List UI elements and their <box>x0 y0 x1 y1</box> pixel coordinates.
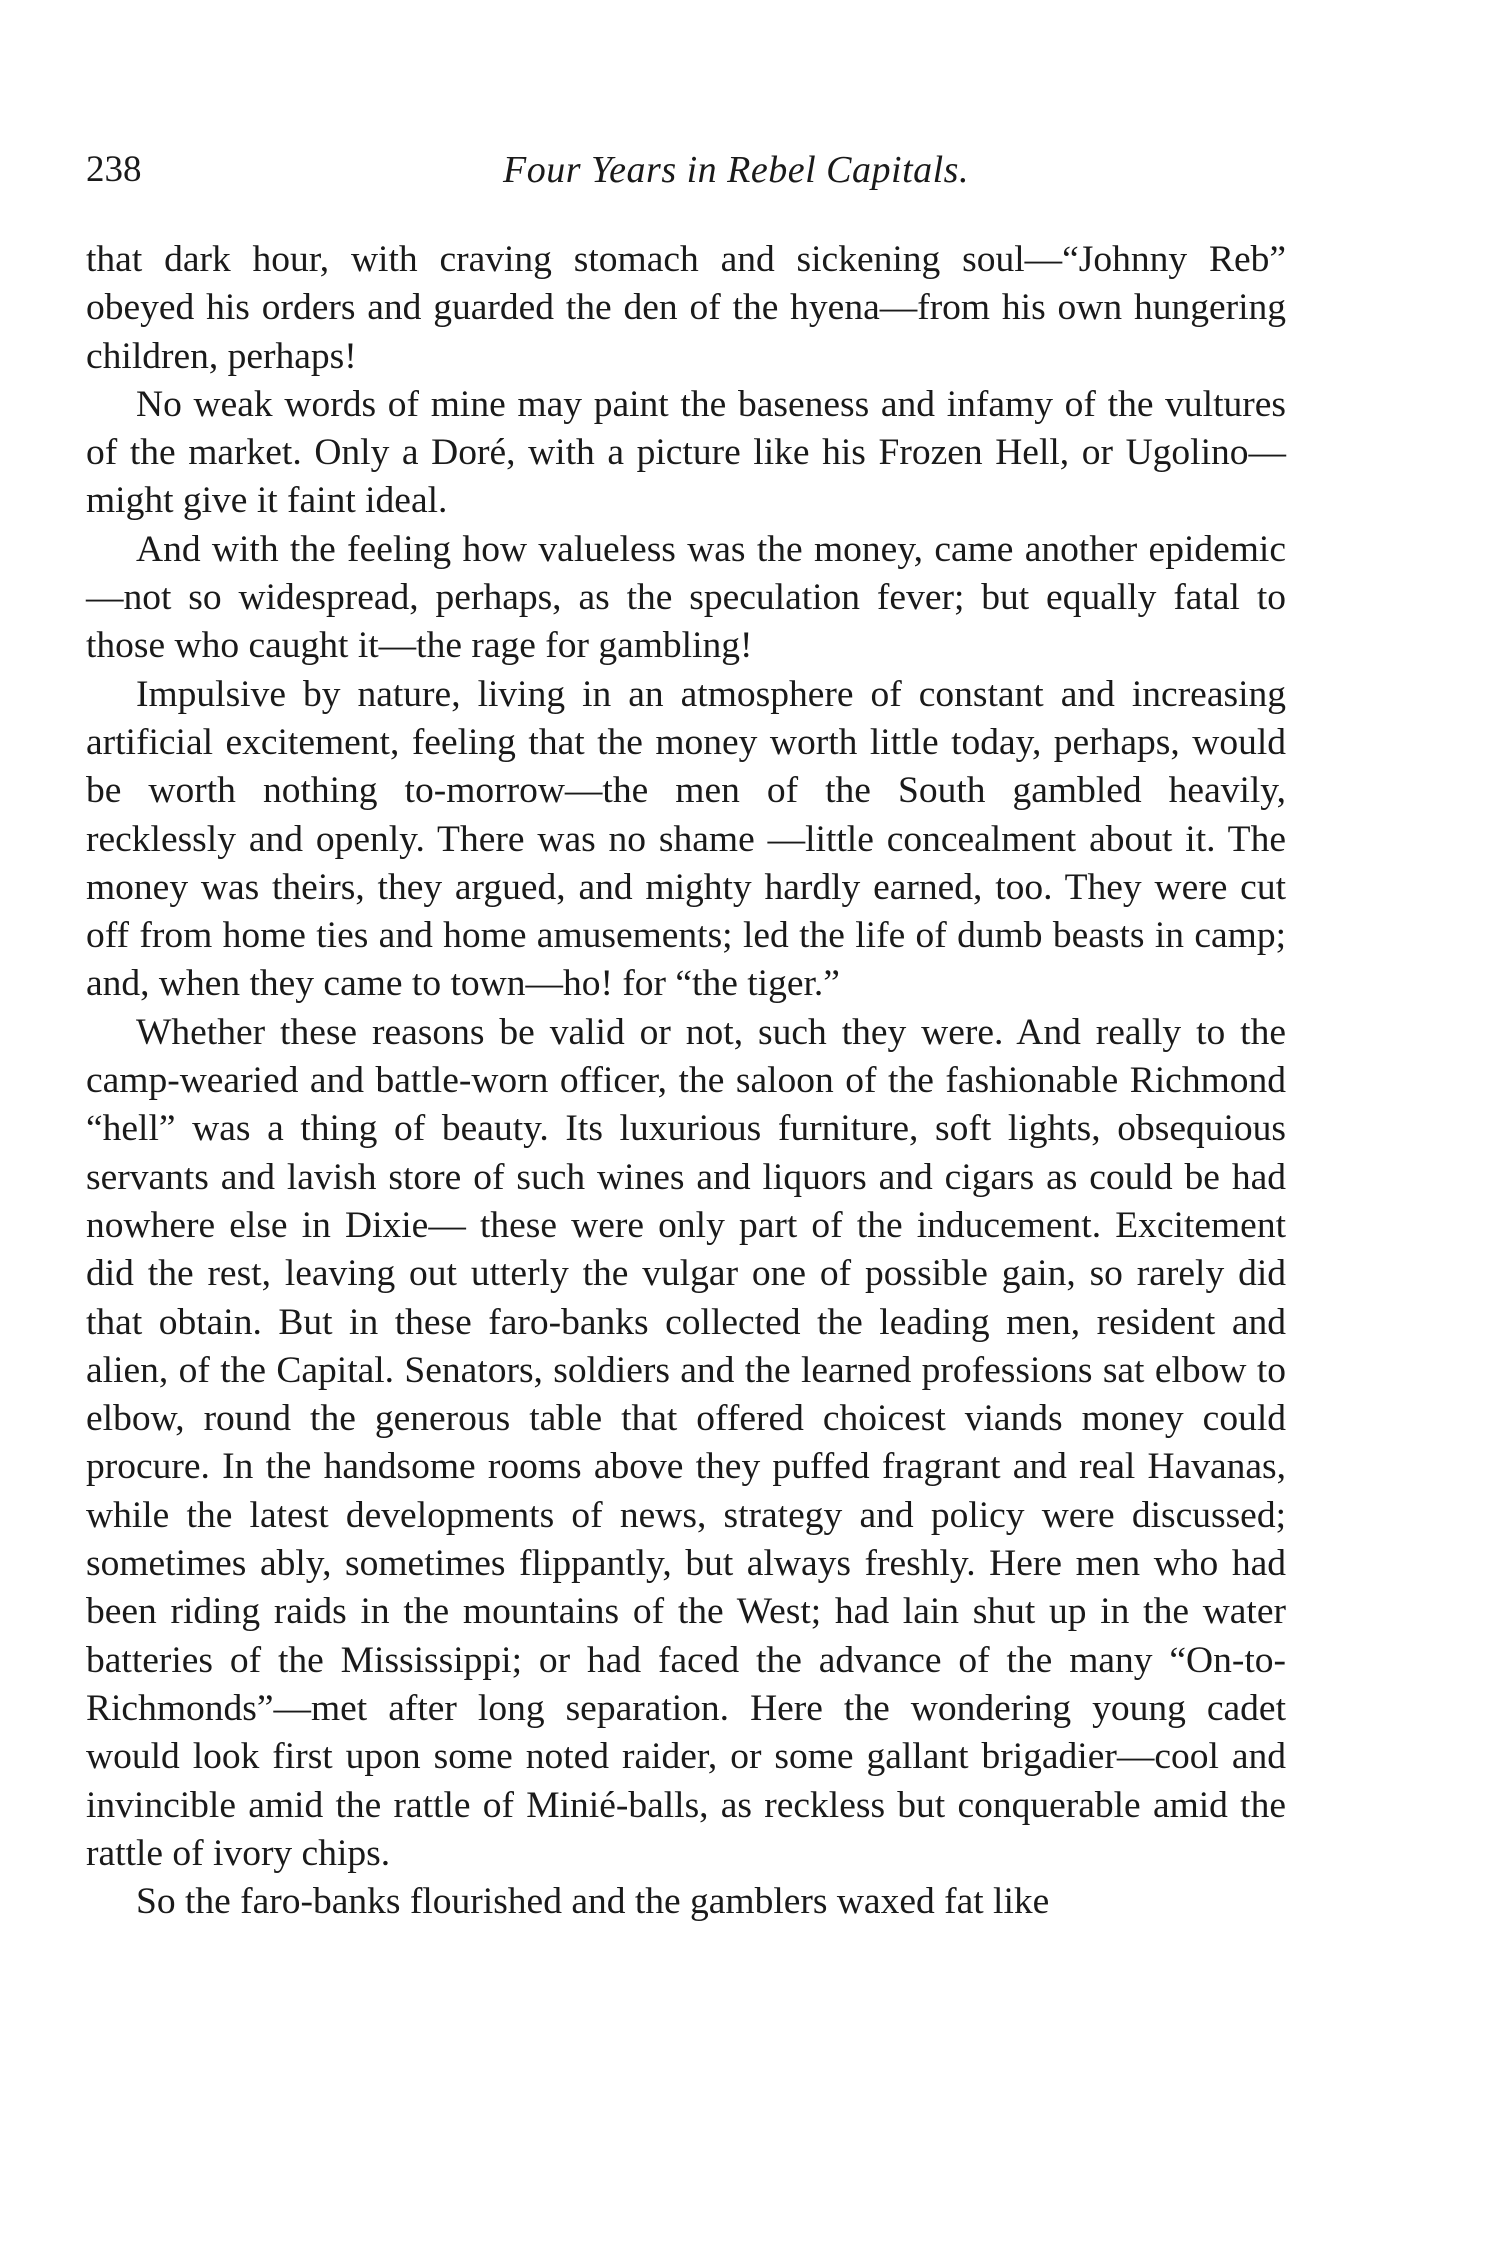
paragraph-continuation: that dark hour, with craving stomach and sickening soul—“Johnny Reb” obeyed his orders and guarded the den of the hyena—from his own hungering children, perhaps! <box>86 239 1286 377</box>
page-number: 238 <box>86 149 142 190</box>
paragraph: So the faro-banks flourished and the gamblers waxed fat like <box>136 1881 1050 1923</box>
page-header <box>86 146 1286 202</box>
running-title: Four Years in Rebel Capitals. <box>503 149 969 191</box>
body-text <box>86 236 1286 1926</box>
paragraph: Impulsive by nature, living in an atmosphere of constant and increasing artificial excitement, feeling that the money worth little today, perhaps, would be worth nothing to-morrow—the men of the South gambled heavily, recklessly and openly. There was no shame —little concealment about it. The money was theirs, they argued, and mighty hardly earned, too. They were cut off from home ties and home amusements; led the life of dumb beasts in camp; and, when they came to town—ho! for “the tiger.” <box>86 673 1286 1005</box>
paragraph: Whether these reasons be valid or not, such they were. And really to the camp-wearied and battle-worn officer, the saloon of the fashionable Richmond “hell” was a thing of beauty. Its luxurious furniture, soft lights, obsequious servants and lavish store of such wines and liquors and cigars as could be had nowhere else in Dixie— these were only part of the inducement. Excitement did the rest, leaving out utterly the vulgar one of possible gain, so rarely did that obtain. But in these faro-banks collected the leading men, resident and alien, of the Capital. Senators, soldiers and the learned professions sat elbow to elbow, round the generous table that offered choicest viands money could procure. In the handsome rooms above they puffed fragrant and real Havanas, while the latest developments of news, strategy and policy were discussed; sometimes ably, sometimes flippantly, but always freshly. Here men who had been riding raids in the mountains of the West; had lain shut up in the water batteries of the Mississippi; or had faced the advance of the many “On-to-Richmonds”—met after long separation. Here the wondering young cadet would look first upon some noted raider, or some gallant brigadier—cool and invincible amid the rattle of Minié-balls, as reckless but conquerable amid the rattle of ivory chips. <box>86 1011 1286 1874</box>
paragraph: And with the feeling how valueless was the money, came another epidemic—not so widespread, perhaps, as the speculation fever; but equally fatal to those who caught it—the rage for gambling! <box>86 528 1286 667</box>
paragraph: No weak words of mine may paint the baseness and infamy of the vultures of the market. Only a Doré, with a picture like his Frozen Hell, or Ugolino—might give it faint ideal. <box>86 383 1286 522</box>
